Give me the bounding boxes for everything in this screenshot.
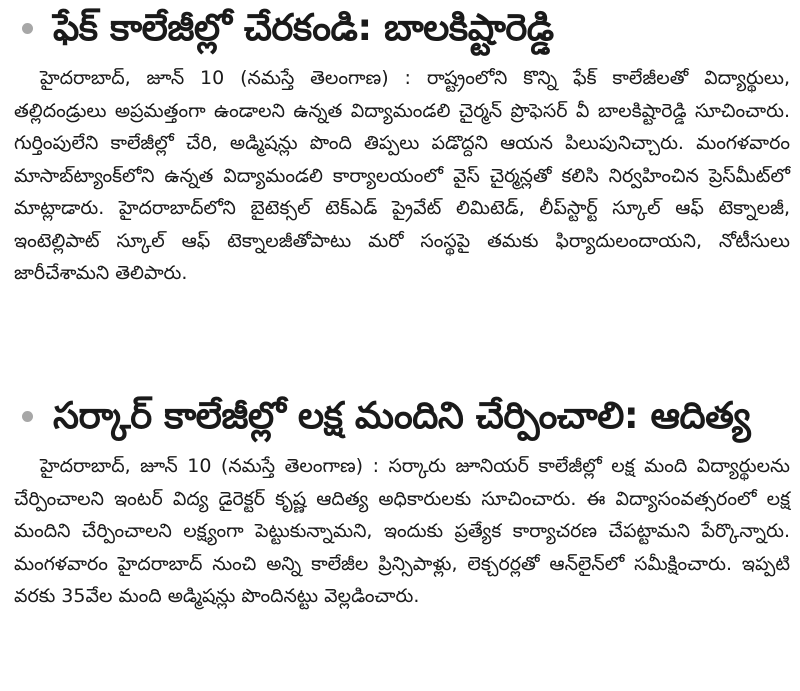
article-fake-colleges bbox=[0, 0, 800, 290]
headline-text: సర్కార్ కాలేజీల్లో లక్ష మందిని చేర్పించాలి: ఆదిత్య bbox=[53, 394, 751, 437]
article-headline bbox=[0, 388, 800, 444]
article-body-text: సర్కారు జూనియర్ కాలేజీల్లో లక్ష మంది విద్యార్థులను చేర్పించాలని ఇంటర్ విద్య డైరెక్టర్ కృష్ణ ఆదిత్య అధికారులకు సూచించారు. ఈ విద్యాసంవత్సరంలో లక్ష మందిని చేర్పించాలని లక్ష్యంగా పెట్టుకున్నామని, ఇందుకు ప్రత్యేక కార్యాచరణ చేపట్టామని పేర్కొన్నారు. మంగళవారం హైదరాబాద్ నుంచి అన్ని కాలేజీల ప్రిన్సిపాళ్లు, లెక్చరర్లతో ఆన్‌లైన్‌లో సమీక్షించారు. ఇప్పటి వరకు 35వేల మంది అడ్మిషన్లు పొందినట్టు వెల్లడించారు. bbox=[14, 455, 790, 607]
article-dateline: హైదరాబాద్, జూన్ 10 (నమస్తే తెలంగాణ) : bbox=[40, 455, 379, 477]
bullet-icon bbox=[22, 23, 33, 34]
article-body bbox=[0, 62, 800, 290]
article-government-colleges bbox=[0, 388, 800, 613]
article-dateline: హైదరాబాద్, జూన్ 10 (నమస్తే తెలంగాణ) : bbox=[40, 67, 411, 89]
bullet-icon bbox=[22, 411, 33, 422]
article-body bbox=[0, 450, 800, 613]
headline-text: ఫేక్ కాలేజీల్లో చేరకండి: బాలకిష్టారెడ్డి bbox=[53, 6, 554, 49]
article-body-text: రాష్ట్రంలోని కొన్ని ఫేక్ కాలేజీలతో విద్యార్థులు, తల్లిదండ్రులు అప్రమత్తంగా ఉండాలని ఉన్నత విద్యామండలి చైర్మన్ ప్రొఫెసర్ వీ బాలకిష్టారెడ్డి సూచించారు. గుర్తింపులేని కాలేజీల్లో చేరి, అడ్మిషన్లు పొంది తిప్పలు పడొద్దని ఆయన పిలుపునిచ్చారు. మంగళవారం మాసాబ్‌ట్యాంక్‌లోని ఉన్నత విద్యామండలి కార్యాలయంలో వైస్ చైర్మన్లతో కలిసి నిర్వహించిన ప్రెస్‌మీట్‌లో మాట్లాడారు. హైదరాబాద్‌లోని బైటెక్సల్ టెక్‌ఎడ్ ప్రైవేట్ లిమిటెడ్, లీప్‌స్టార్ట్ స్కూల్ ఆఫ్ టెక్నాలజీ, ఇంటెల్లిపాట్ స్కూల్ ఆఫ్ టెక్నాలజీతోపాటు మరో సంస్థపై తమకు ఫిర్యాదులందాయని, నోటీసులు జారీచేశామని తెలిపారు. bbox=[14, 67, 791, 284]
article-headline bbox=[0, 0, 800, 56]
